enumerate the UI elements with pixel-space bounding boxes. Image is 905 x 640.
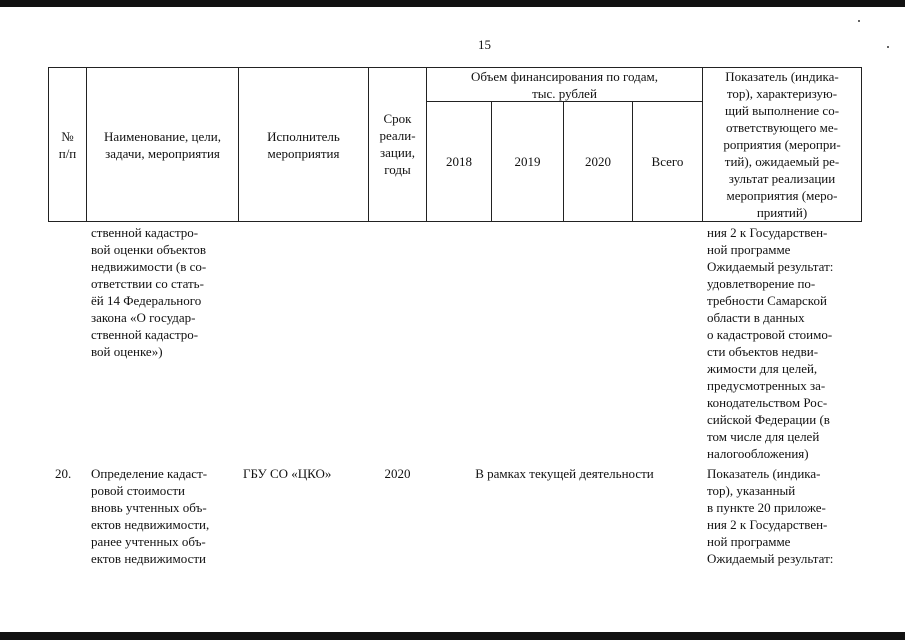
scan-top-edge — [0, 0, 905, 7]
scan-speck — [887, 46, 889, 48]
row-20-executor: ГБУ СО «ЦКО» — [243, 466, 332, 481]
row-20-number: 20. — [55, 466, 72, 481]
page-number: 15 — [478, 37, 491, 52]
row-20-funding: В рамках текущей деятельности — [475, 466, 654, 481]
header-year-2018: 2018 — [446, 154, 472, 169]
header-funding: Объем финансирования по годам, тыс. рублей — [470, 69, 659, 101]
continued-row-indicator: ния 2 к Государствен- ной программе Ожидаемый результат: удовлетворение по- требности Самарской области в данных о кадастровой стоимо- сти объектов недви- жимости для целей, предусмотренных за- конодательством Рос- сийской Федерации (в том числе для целей налогообложения) — [707, 225, 834, 461]
row-20-name: Определение кадаст- ровой стоимости вновь учтенных объ- ектов недвижимости, ранее учтенных объ- ектов недвижимости — [91, 466, 210, 566]
scan-speck — [858, 20, 860, 22]
header-name: Наименование, цели, задачи, мероприятия — [104, 129, 221, 161]
continued-row-name: ственной кадастро- вой оценки объектов недвижимости (в со- ответствии со стать- ёй 14 Федерального закона «О государ- ственной кадастро- вой оценке») — [91, 225, 207, 359]
scan-bottom-edge — [0, 632, 905, 640]
row-20-term: 2020 — [384, 466, 411, 481]
header-total: Всего — [651, 154, 684, 169]
header-indicator: Показатель (индика- тор), характеризую- щий выполнение со- ответствующего ме- роприятия (меропри- тий), ожидаемый ре- зультат реализации мероприятия (меро- приятий) — [723, 69, 841, 220]
header-num: № п/п — [58, 129, 77, 161]
header-year-2019: 2019 — [514, 154, 541, 169]
header-executor: Исполнитель мероприятия — [267, 129, 340, 161]
header-term: Срок реали- зации, годы — [379, 111, 416, 177]
header-year-2020: 2020 — [585, 154, 611, 169]
row-20-indicator: Показатель (индика- тор), указанный в пункте 20 приложе- ния 2 к Государствен- ной программе Ожидаемый результат: — [707, 466, 834, 566]
